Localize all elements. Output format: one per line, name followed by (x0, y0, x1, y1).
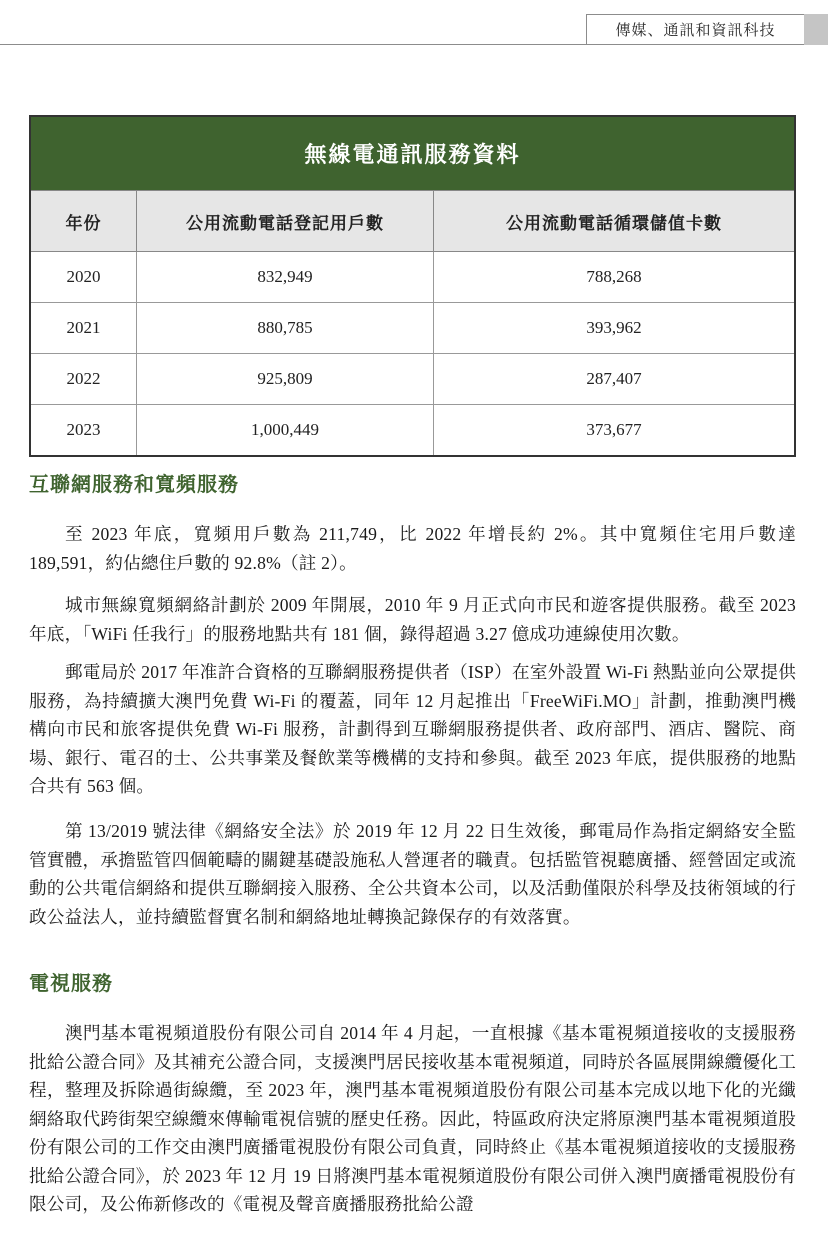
cell-prepaid-cards: 287,407 (434, 354, 796, 405)
cell-year: 2023 (30, 405, 137, 457)
table-row (30, 354, 795, 405)
internet-paragraph-4: 第 13/2019 號法律《網絡安全法》於 2019 年 12 月 22 日生效後，郵電局作為指定網絡安全監管實體，承擔監管四個範疇的關鍵基礎設施私人營運者的職責。包括監管視聽廣播、經營固定或流動的公共電信網絡和提供互聯網接入服務、全公共資本公司，以及活動僅限於科學及技術領域的行政公益法人，並持續監督實名制和網絡地址轉換記錄保存的有效落實。 (29, 821, 796, 927)
cell-subscribers: 1,000,449 (137, 405, 434, 457)
cell-prepaid-cards: 393,962 (434, 303, 796, 354)
cell-subscribers: 925,809 (137, 354, 434, 405)
column-header-subscribers: 公用流動電話登記用戶數 (137, 191, 434, 252)
table-row (30, 405, 795, 457)
tv-section-heading: 電視服務 (29, 971, 113, 995)
internet-paragraph-2: 城市無線寬頻網絡計劃於 2009 年開展，2010 年 9 月正式向市民和遊客提供服務。截至 2023 年底，「WiFi 任我行」的服務地點共有 181 個，錄得超過 3.27 億成功連線使用次數。 (29, 595, 796, 644)
cell-subscribers: 880,785 (137, 303, 434, 354)
header-rule (0, 44, 586, 45)
column-header-prepaid-cards: 公用流動電話循環儲值卡數 (434, 191, 796, 252)
internet-paragraph-3: 郵電局於 2017 年准許合資格的互聯網服務提供者（ISP）在室外設置 Wi-Fi 熱點並向公眾提供服務，為持續擴大澳門免費 Wi-Fi 的覆蓋，同年 12 月起推出「FreeWiFi.MO」計劃，推動澳門機構向市民和旅客提供免費 Wi-Fi 服務，計劃得到互聯網服務提供者、政府部門、酒店、醫院、商場、銀行、電召的士、公共事業及餐飲業等機構的支持和參與。截至 2023 年底，提供服務的地點合共有 563 個。 (29, 662, 796, 796)
section-tag: 傳媒、通訊和資訊科技 (586, 14, 804, 45)
tv-paragraph-1: 澳門基本電視頻道股份有限公司自 2014 年 4 月起，一直根據《基本電視頻道接收的支援服務批給公證合同》及其補充公證合同，支援澳門居民接收基本電視頻道，同時於各區展開線纜優化工程，整理及拆除過街線纜，至 2023 年，澳門基本電視頻道股份有限公司基本完成以地下化的光纖網絡取代跨街架空線纜來傳輸電視信號的歷史任務。因此，特區政府決定將原澳門基本電視頻道股份有限公司的工作交由澳門廣播電視股份有限公司負責，同時終止《基本電視頻道接收的支援服務批給公證合同》，於 2023 年 12 月 19 日將澳門基本電視頻道股份有限公司併入澳門廣播電視股份有限公司，及公佈新修改的《電視及聲音廣播服務批給公證 (29, 1023, 796, 1214)
cell-prepaid-cards: 788,268 (434, 252, 796, 303)
radio-communication-table (29, 115, 796, 457)
column-header-year: 年份 (30, 191, 137, 252)
cell-prepaid-cards: 373,677 (434, 405, 796, 457)
cell-year: 2021 (30, 303, 137, 354)
cell-subscribers: 832,949 (137, 252, 434, 303)
header-accent-bar (804, 14, 828, 45)
table-row (30, 252, 795, 303)
cell-year: 2022 (30, 354, 137, 405)
table-row (30, 303, 795, 354)
cell-year: 2020 (30, 252, 137, 303)
internet-section-heading: 互聯網服務和寬頻服務 (29, 472, 239, 496)
internet-paragraph-1: 至 2023 年底，寬頻用戶數為 211,749，比 2022 年增長約 2%。其中寬頻住宅用戶數達 189,591，約佔總住戶數的 92.8%（註 2）。 (29, 524, 796, 573)
table-title: 無線電通訊服務資料 (30, 116, 795, 191)
